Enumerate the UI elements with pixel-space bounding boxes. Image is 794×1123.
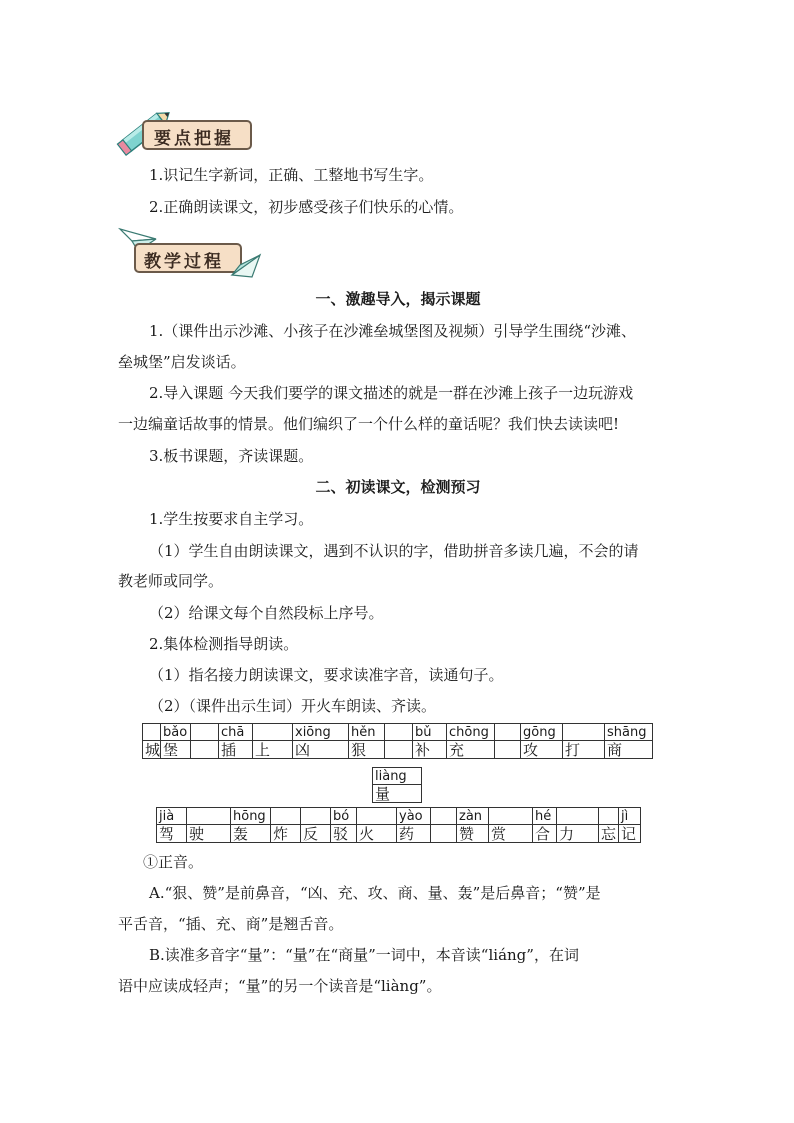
section-title: 要点把握 [154,129,234,149]
vocab-box [190,723,219,759]
vocab-midline [384,740,412,741]
step-2a: （1）指名接力朗读课文，要求读准字音，读通句子。 [149,666,504,684]
paper-plane-icon [230,249,262,279]
vocab-hanzi: 炸 [273,825,289,843]
paragraph-1-line-1: 1.（课件出示沙滩、小孩子在沙滩垒城堡图及视频）引导学生围绕“沙滩、 [149,322,636,340]
paragraph-2-line-2: 一边编童话故事的情景。他们编织了一个什么样的童话呢？我们快去读读吧! [118,415,620,433]
step-2: 2.集体检测指导朗读。 [149,635,299,653]
vocab-pinyin: bǔ [415,725,432,740]
note-a-line-1: A.“狠、赞”是前鼻音，“凶、充、攻、商、量、轰”是后鼻音；“赞”是 [149,884,601,902]
section-title: 教学过程 [144,252,224,272]
note-b-line-2: 语中应读成轻声；“量”的另一个读音是“liàng”。 [118,977,442,995]
vocab-box [430,807,457,843]
vocab-pinyin: hé [535,809,552,824]
vocab-pinyin: chōng [449,725,489,740]
vocab-pinyin: zàn [459,809,483,824]
vocab-hanzi: 狠 [351,741,367,759]
vocab-hanzi: 反 [303,825,319,843]
vocab-hanzi: 城 [145,741,161,759]
vocab-hanzi: 忘 [601,825,617,843]
vocab-pinyin: jià [159,809,175,824]
vocab-pinyin: xiōng [295,725,331,740]
vocab-hanzi: 驳 [333,825,349,843]
section-banner-key-points [116,104,256,160]
note-a-line-2: 平舌音，“插、充、商”是翘舌音。 [118,915,344,933]
vocab-pinyin: shāng [607,725,647,740]
step-1a-line-2: 教老师或同学。 [118,572,224,590]
vocab-pinyin: bǎo [163,725,188,740]
paragraph-1-line-2: 垒城堡”启发谈话。 [118,353,246,371]
vocab-midline [430,824,456,825]
step-2b: （2）（课件出示生词）开火车朗读、齐读。 [149,697,437,715]
vocab-hanzi: 驾 [159,825,175,843]
vocab-pinyin: jì [621,809,629,824]
vocab-pinyin: hěn [351,725,376,740]
vocab-hanzi: 堡 [163,741,179,759]
step-1a-line-1: （1）学生自由朗读课文，遇到不认识的字，借助拼音多读几遍，不会的请 [149,542,639,560]
vocab-pinyin: gōng [523,725,556,740]
vocab-box [384,723,413,759]
goal-1: 1.识记生字新词，正确、工整地书写生字。 [149,166,434,184]
vocab-hanzi: 补 [415,741,431,759]
step-1: 1.学生按要求自主学习。 [149,510,314,528]
step-1b: （2）给课文每个自然段标上序号。 [149,604,384,622]
vocab-hanzi: 插 [221,741,237,759]
vocab-hanzi: 赏 [491,825,507,843]
vocab-hanzi: 药 [399,825,415,843]
paragraph-3: 3.板书课题，齐读课题。 [149,447,314,465]
vocab-hanzi: 赞 [459,825,475,843]
vocab-hanzi: 合 [535,825,551,843]
vocab-hanzi: 攻 [523,741,539,759]
vocab-pinyin: chā [221,725,245,740]
vocab-pinyin: liàng [375,769,407,784]
vocab-hanzi: 力 [559,825,575,843]
vocab-hanzi: 记 [621,825,637,843]
vocab-hanzi: 量 [375,785,391,803]
vocab-hanzi: 轰 [233,825,249,843]
note-1: ①正音。 [143,853,204,871]
vocab-hanzi: 驶 [189,825,205,843]
vocab-hanzi: 上 [255,741,271,759]
vocab-pinyin: bó [333,809,350,824]
vocab-midline [190,740,218,741]
paragraph-2-line-1: 2.导入课题 今天我们要学的课文描述的就是一群在沙滩上孩子一边玩游戏 [149,384,634,402]
vocab-hanzi: 火 [359,825,375,843]
vocab-pinyin: hōng [233,809,266,824]
vocab-midline [494,740,520,741]
vocab-hanzi: 凶 [295,741,311,759]
vocab-hanzi: 商 [607,741,623,759]
heading-part-1: 一、激趣导入，揭示课题 [315,290,481,308]
vocab-hanzi: 充 [449,741,465,759]
vocab-hanzi: 打 [565,741,581,759]
heading-part-2: 二、初读课文，检测预习 [315,478,481,496]
note-b-line-1: B.读准多音字“量”：“量”在“商量”一词中，本音读“liáng”，在词 [149,946,579,964]
goal-2: 2.正确朗读课文，初步感受孩子们快乐的心情。 [149,198,464,216]
section-banner-teaching-process [118,225,263,283]
vocab-pinyin: yào [399,809,423,824]
vocab-box [494,723,521,759]
